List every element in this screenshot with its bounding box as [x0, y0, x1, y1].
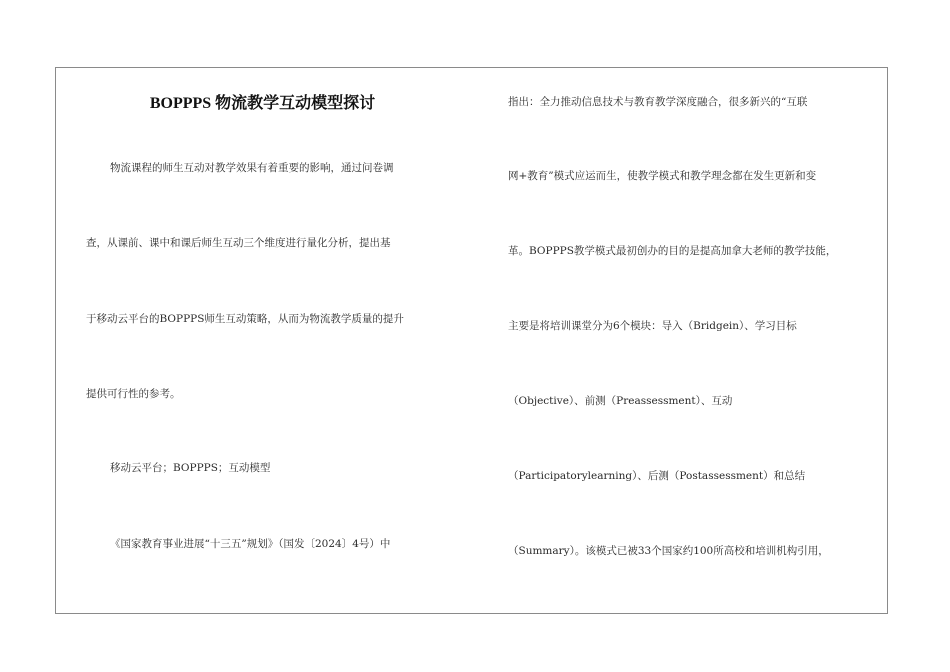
abstract-line: 于移动云平台的BOPPPS师生互动策略，从而为物流教学质量的提升 [86, 313, 404, 325]
body-line: （Participatorylearning）、后测（Postassessment）和总结 [508, 470, 806, 482]
page-frame [55, 67, 888, 614]
abstract-line: 提供可行性的参考。 [86, 388, 181, 400]
body-line: 主要是将培训课堂分为6个模块：导入（Bridgein）、学习目标 [508, 320, 797, 332]
abstract-line: 物流课程的师生互动对教学效果有着重要的影响，通过问卷调 [110, 162, 394, 174]
document-title: BOPPPS 物流教学互动模型探讨 [149, 95, 376, 112]
body-line: 网+教育”模式应运而生，使教学模式和教学理念都在发生更新和变 [508, 170, 817, 182]
body-line: 《国家教育事业进展“十三五”规划》（国发〔2024〕4号）中 [110, 538, 391, 550]
keywords-line: 移动云平台；BOPPPS；互动模型 [110, 462, 271, 474]
body-line: 指出：全力推动信息技术与教育教学深度融合，很多新兴的“互联 [508, 96, 808, 108]
body-line: （Objective）、前测（Preassessment）、互动 [508, 395, 733, 407]
abstract-line: 查，从课前、课中和课后师生互动三个维度进行量化分析，提出基 [86, 237, 391, 249]
body-line: 革。BOPPPS教学模式最初创办的目的是提高加拿大老师的教学技能， [508, 245, 837, 257]
body-line: （Summary）。该模式已被33个国家约100所高校和培训机构引用， [508, 545, 829, 557]
